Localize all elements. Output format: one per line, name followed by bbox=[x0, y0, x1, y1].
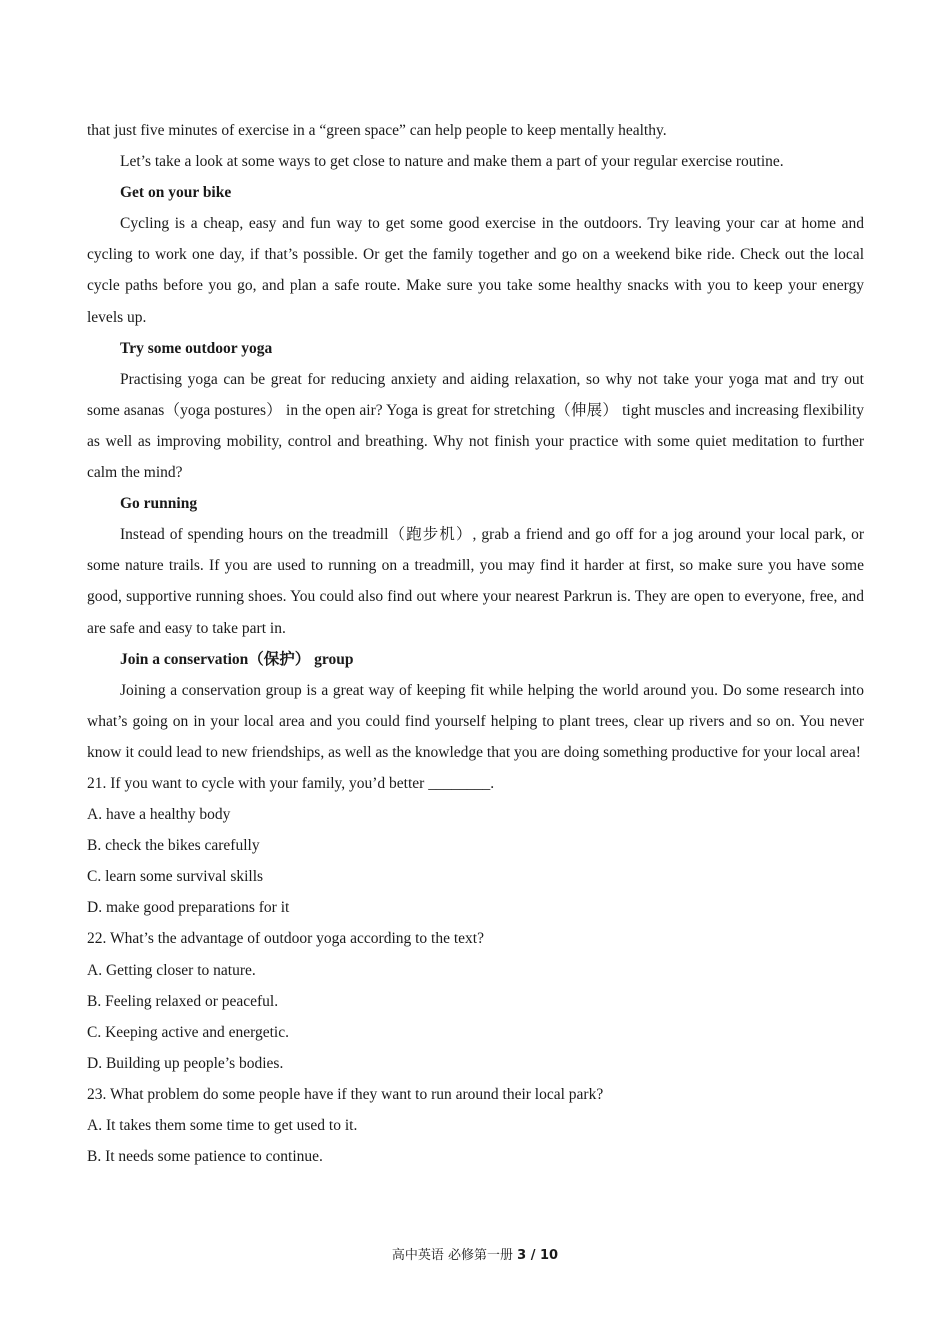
section-heading-yoga: Try some outdoor yoga bbox=[120, 339, 273, 357]
section-heading-bike: Get on your bike bbox=[120, 184, 232, 202]
question-22-option-c: C. Keeping active and energetic. bbox=[87, 1023, 289, 1041]
section-body-running: Instead of spending hours on the treadmill（跑步机）, grab a friend and go off for a jog around your local park, or some nature trails. If you are used to running on a treadmill, you may find it harder at first, so make sure you have some good, supportive running shoes. You could also find out where your nearest Parkrun is. They are open to everyone, free, and are safe and easy to take part in. bbox=[87, 526, 864, 637]
page-footer bbox=[0, 1244, 950, 1263]
page-number: 3 / 10 bbox=[517, 1248, 559, 1263]
intro-paragraph: Let’s take a look at some ways to get close to nature and make them a part of your regular exercise routine. bbox=[120, 153, 784, 171]
question-22-option-d: D. Building up people’s bodies. bbox=[87, 1054, 284, 1072]
question-22-option-a: A. Getting closer to nature. bbox=[87, 961, 256, 979]
section-heading-running: Go running bbox=[120, 495, 198, 513]
question-21-option-b: B. check the bikes carefully bbox=[87, 837, 260, 855]
section-heading-conservation: Join a conservation（保护） group bbox=[120, 650, 354, 668]
intro-continuation: that just five minutes of exercise in a “green space” can help people to keep mentally healthy. bbox=[87, 122, 667, 139]
document-body bbox=[87, 115, 864, 1172]
question-21-option-a: A. have a healthy body bbox=[87, 806, 231, 824]
question-22-stem: 22. What’s the advantage of outdoor yoga according to the text? bbox=[87, 930, 484, 948]
question-23-option-a: A. It takes them some time to get used to it. bbox=[87, 1117, 358, 1134]
question-21-option-c: C. learn some survival skills bbox=[87, 868, 264, 886]
question-22-option-b: B. Feeling relaxed or peaceful. bbox=[87, 992, 279, 1010]
question-21-stem: 21. If you want to cycle with your family, you’d better ________. bbox=[87, 774, 495, 792]
question-23-option-b: B. It needs some patience to continue. bbox=[87, 1148, 323, 1166]
section-body-conservation: Joining a conservation group is a great way of keeping fit while helping the world around you. Do some research into what’s going on in your local area and you could find yourself helping to plant trees, clear up rivers and so on. You never know it could lead to new friendships, as well as the knowledge that you are doing something productive for your local area! bbox=[87, 681, 864, 761]
section-body-yoga: Practising yoga can be great for reducing anxiety and aiding relaxation, so why not take your yoga mat and try out some asanas（yoga postures） in the open air? Yoga is great for stretching（伸展） tight muscles and increasing flexibility as well as improving mobility, control and breathing. Why not finish your practice with some quiet meditation to further calm the mind? bbox=[87, 370, 864, 482]
section-body-bike: Cycling is a cheap, easy and fun way to get some good exercise in the outdoors. Try leaving your car at home and cycling to work one day, if that’s possible. Or get the family together and go on a weekend bike ride. Check out the local cycle paths before you go, and plan a safe route. Make sure you take some healthy snacks with you to keep your energy levels up. bbox=[87, 215, 864, 326]
footer-course-label: 高中英语 必修第一册 bbox=[391, 1248, 518, 1263]
question-23-stem: 23. What problem do some people have if they want to run around their local park? bbox=[87, 1085, 604, 1103]
question-21-option-d: D. make good preparations for it bbox=[87, 899, 290, 917]
